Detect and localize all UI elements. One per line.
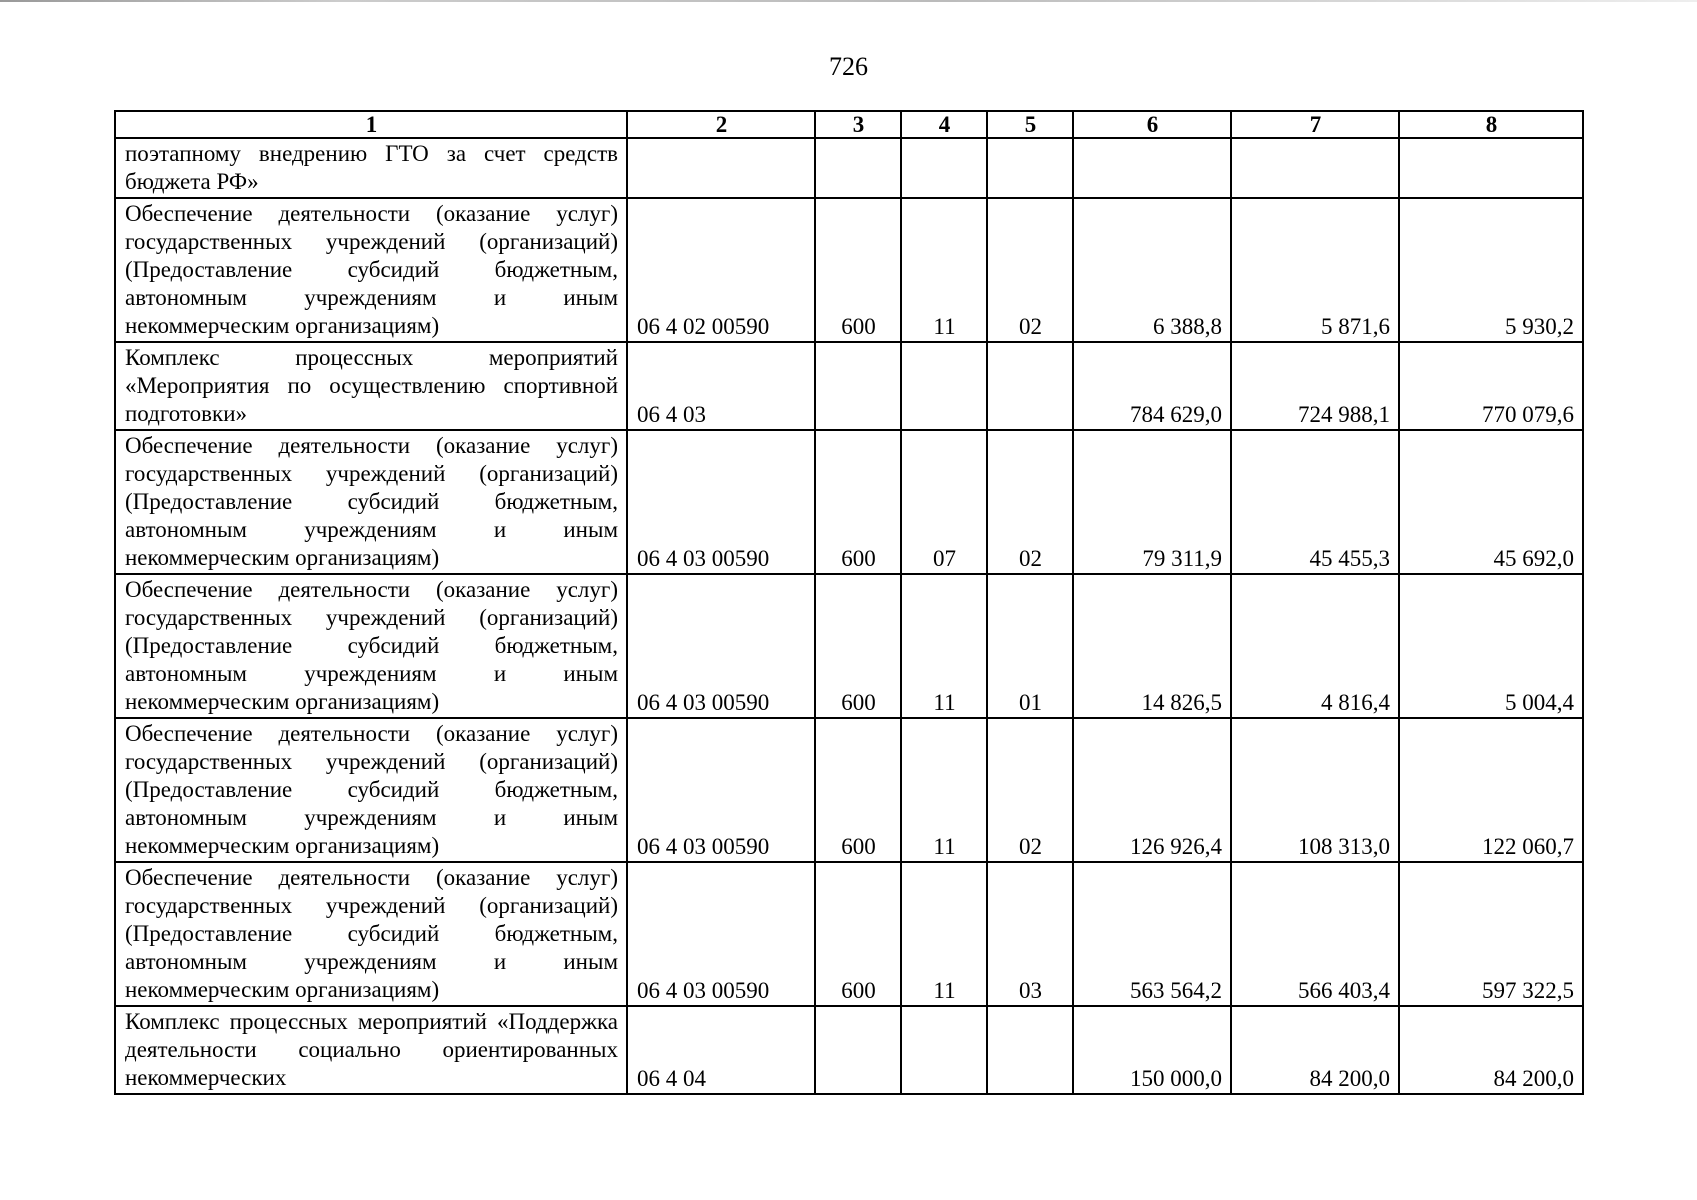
row-description: Обеспечение деятельности (оказание услуг) государственных учреждений (организаций) (Предоставление субсидий бюджетным, автономным учреждениям и иным некоммерческим организациям): [115, 430, 627, 574]
row-col8: 122 060,7: [1399, 718, 1583, 862]
row-col3: 600: [815, 430, 901, 574]
row-description: поэтапному внедрению ГТО за счет средств бюджета РФ»: [115, 138, 627, 198]
row-col7: 4 816,4: [1231, 574, 1399, 718]
row-col6: 6 388,8: [1073, 198, 1231, 342]
column-header: 7: [1231, 111, 1399, 138]
row-col4: [901, 1006, 987, 1094]
row-col3: [815, 342, 901, 430]
row-code: 06 4 02 00590: [627, 198, 815, 342]
row-col8: 5 930,2: [1399, 198, 1583, 342]
row-col4: 11: [901, 574, 987, 718]
row-col7: 566 403,4: [1231, 862, 1399, 1006]
row-col3: 600: [815, 718, 901, 862]
table-row: [115, 198, 1583, 342]
row-code: 06 4 03: [627, 342, 815, 430]
row-col3: [815, 138, 901, 198]
table-row: [115, 430, 1583, 574]
row-col4: 07: [901, 430, 987, 574]
table-row: [115, 862, 1583, 1006]
scan-edge-line: [0, 0, 1697, 2]
row-description: Комплекс процессных мероприятий «Мероприятия по осуществлению спортивной подготовки»: [115, 342, 627, 430]
page-number: 726: [829, 52, 868, 81]
column-header: 1: [115, 111, 627, 138]
column-header: 2: [627, 111, 815, 138]
column-header: 8: [1399, 111, 1583, 138]
row-col7: 108 313,0: [1231, 718, 1399, 862]
row-col5: [987, 138, 1073, 198]
row-description: Обеспечение деятельности (оказание услуг) государственных учреждений (организаций) (Предоставление субсидий бюджетным, автономным учреждениям и иным некоммерческим организациям): [115, 862, 627, 1006]
row-col6: [1073, 138, 1231, 198]
row-col8: 84 200,0: [1399, 1006, 1583, 1094]
row-code: 06 4 03 00590: [627, 574, 815, 718]
row-description: Обеспечение деятельности (оказание услуг) государственных учреждений (организаций) (Предоставление субсидий бюджетным, автономным учреждениям и иным некоммерческим организациям): [115, 574, 627, 718]
budget-table: [114, 110, 1584, 1095]
table-row: [115, 574, 1583, 718]
row-col8: 45 692,0: [1399, 430, 1583, 574]
table-row: [115, 138, 1583, 198]
row-description: Комплекс процессных мероприятий «Поддержка деятельности социально ориентированных некоммерческих: [115, 1006, 627, 1094]
column-header: 3: [815, 111, 901, 138]
row-description: Обеспечение деятельности (оказание услуг) государственных учреждений (организаций) (Предоставление субсидий бюджетным, автономным учреждениям и иным некоммерческим организациям): [115, 718, 627, 862]
row-col8: 597 322,5: [1399, 862, 1583, 1006]
row-col6: 79 311,9: [1073, 430, 1231, 574]
row-col4: 11: [901, 718, 987, 862]
row-col7: 724 988,1: [1231, 342, 1399, 430]
row-col5: 03: [987, 862, 1073, 1006]
row-col3: 600: [815, 574, 901, 718]
row-col5: 02: [987, 430, 1073, 574]
row-col4: [901, 138, 987, 198]
row-col6: 126 926,4: [1073, 718, 1231, 862]
column-header: 6: [1073, 111, 1231, 138]
row-code: 06 4 04: [627, 1006, 815, 1094]
row-col5: [987, 342, 1073, 430]
table-row: [115, 718, 1583, 862]
header-row: [115, 111, 1583, 138]
row-col5: 02: [987, 198, 1073, 342]
row-code: 06 4 03 00590: [627, 862, 815, 1006]
row-col8: 770 079,6: [1399, 342, 1583, 430]
row-col7: 45 455,3: [1231, 430, 1399, 574]
row-col6: 14 826,5: [1073, 574, 1231, 718]
row-col5: [987, 1006, 1073, 1094]
row-code: 06 4 03 00590: [627, 718, 815, 862]
table-row: [115, 342, 1583, 430]
row-col6: 150 000,0: [1073, 1006, 1231, 1094]
column-header: 5: [987, 111, 1073, 138]
table-row: [115, 1006, 1583, 1094]
row-col4: 11: [901, 198, 987, 342]
row-col8: 5 004,4: [1399, 574, 1583, 718]
row-col8: [1399, 138, 1583, 198]
column-header: 4: [901, 111, 987, 138]
row-col4: [901, 342, 987, 430]
row-description: Обеспечение деятельности (оказание услуг) государственных учреждений (организаций) (Предоставление субсидий бюджетным, автономным учреждениям и иным некоммерческим организациям): [115, 198, 627, 342]
row-col6: 563 564,2: [1073, 862, 1231, 1006]
row-code: [627, 138, 815, 198]
row-col4: 11: [901, 862, 987, 1006]
row-col7: 5 871,6: [1231, 198, 1399, 342]
row-col7: 84 200,0: [1231, 1006, 1399, 1094]
row-col6: 784 629,0: [1073, 342, 1231, 430]
row-col3: [815, 1006, 901, 1094]
row-col3: 600: [815, 198, 901, 342]
row-col5: 02: [987, 718, 1073, 862]
row-col7: [1231, 138, 1399, 198]
row-code: 06 4 03 00590: [627, 430, 815, 574]
row-col3: 600: [815, 862, 901, 1006]
row-col5: 01: [987, 574, 1073, 718]
